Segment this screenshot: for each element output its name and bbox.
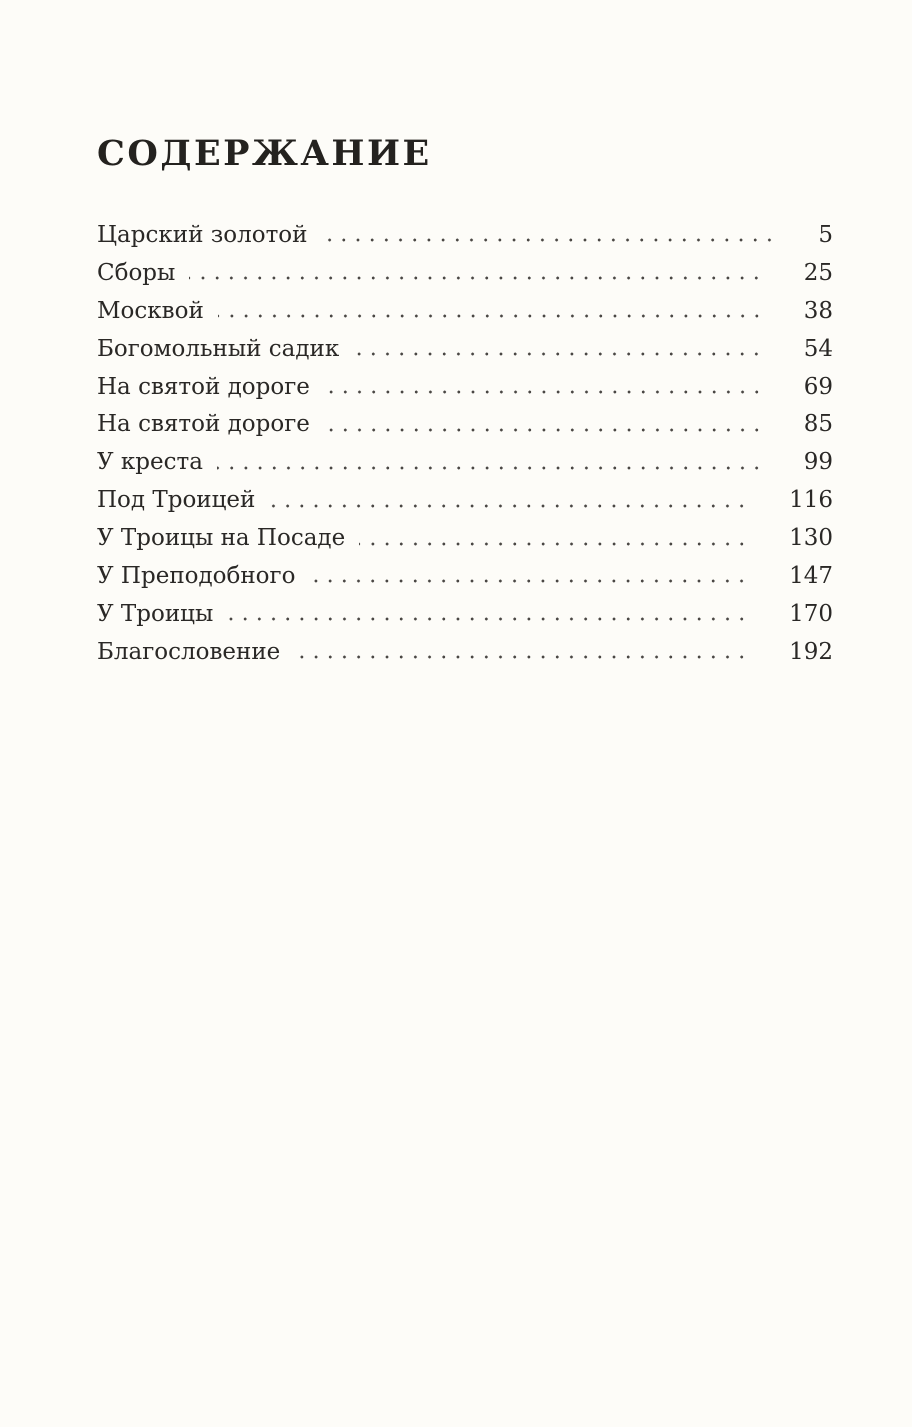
dot-leader (324, 428, 764, 432)
toc-entry-title: У креста (97, 449, 203, 476)
toc-list (97, 217, 833, 672)
toc-entry-title: Под Троицей (97, 487, 256, 514)
toc-entry (97, 634, 833, 672)
dot-leader (353, 352, 763, 356)
toc-entry-title: У Троицы на Посаде (97, 525, 346, 552)
toc-entry-page: 38 (803, 297, 833, 324)
toc-entry-page: 5 (818, 222, 833, 248)
toc-entry-page: 69 (803, 373, 833, 400)
toc-entry-title: На святой дороге (97, 373, 310, 400)
toc-entry-page: 25 (803, 259, 833, 286)
toc-entry-title: Сборы (97, 259, 176, 286)
toc-entry (97, 331, 833, 369)
toc-entry (97, 255, 833, 293)
toc-entry-page: 130 (789, 525, 833, 552)
toc-entry (97, 444, 833, 482)
toc-entry-title: Москвой (97, 297, 204, 324)
toc-entry-page: 99 (803, 449, 833, 476)
toc-entry-title: Благословение (97, 638, 281, 665)
dot-leader (359, 542, 749, 546)
toc-entry-page: 116 (789, 487, 833, 514)
dot-leader (294, 655, 749, 659)
toc-entry-page: 192 (789, 638, 833, 665)
toc-entry (97, 406, 833, 444)
toc-entry (97, 520, 833, 558)
toc-entry-page: 85 (803, 411, 833, 438)
toc-entry-page: 147 (789, 563, 833, 590)
dot-leader (218, 314, 764, 318)
toc-entry-title: Царский золотой (97, 222, 308, 248)
toc-entry-title: У Троицы (97, 600, 214, 627)
dot-leader (227, 617, 749, 621)
dot-leader (321, 238, 777, 242)
toc-entry-title: На святой дороге (97, 411, 310, 438)
dot-leader (324, 390, 764, 394)
dot-leader (309, 579, 749, 583)
toc-entry-page: 54 (803, 335, 833, 362)
page-title: СОДЕРЖАНИЕ (97, 133, 432, 174)
toc-entry (97, 369, 833, 407)
dot-leader (189, 276, 763, 280)
toc-entry (97, 558, 833, 596)
toc-entry (97, 596, 833, 634)
toc-entry (97, 293, 833, 331)
toc-entry-title: У Преподобного (97, 563, 296, 590)
dot-leader (269, 504, 749, 508)
toc-entry-title: Богомольный садик (97, 335, 340, 362)
toc-entry (97, 217, 833, 255)
dot-leader (217, 466, 764, 470)
toc-entry-page: 170 (789, 600, 833, 627)
toc-entry (97, 482, 833, 520)
